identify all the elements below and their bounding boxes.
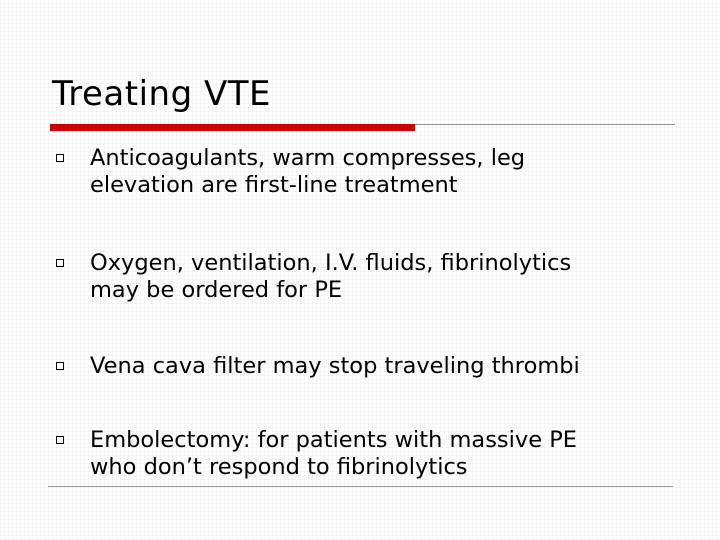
- bullet-line: who don’t respond to fibrinolytics: [90, 454, 468, 480]
- bullet-text: [90, 250, 710, 304]
- hollow-square-icon: [56, 436, 64, 444]
- bullet-line: Oxygen, ventilation, I.V. fluids, fibrinolytics: [90, 250, 572, 276]
- bullet-text: [90, 145, 710, 199]
- slide-title: Treating VTE: [52, 74, 271, 114]
- bullet-text: [90, 353, 710, 380]
- title-accent-rule: [50, 124, 415, 131]
- hollow-square-icon: [56, 154, 64, 162]
- bullet-line: Anticoagulants, warm compresses, leg: [90, 145, 526, 171]
- bullet-line: Embolectomy: for patients with massive PE: [90, 427, 577, 453]
- bullet-line: Vena cava filter may stop traveling thrombi: [90, 353, 580, 379]
- hollow-square-icon: [56, 362, 64, 370]
- bullet-text: [90, 427, 710, 481]
- bullet-line: elevation are first-line treatment: [90, 172, 458, 198]
- footer-divider-rule: [48, 486, 673, 487]
- title-divider-rule: [415, 124, 675, 125]
- bullet-line: may be ordered for PE: [90, 277, 343, 303]
- hollow-square-icon: [56, 259, 64, 267]
